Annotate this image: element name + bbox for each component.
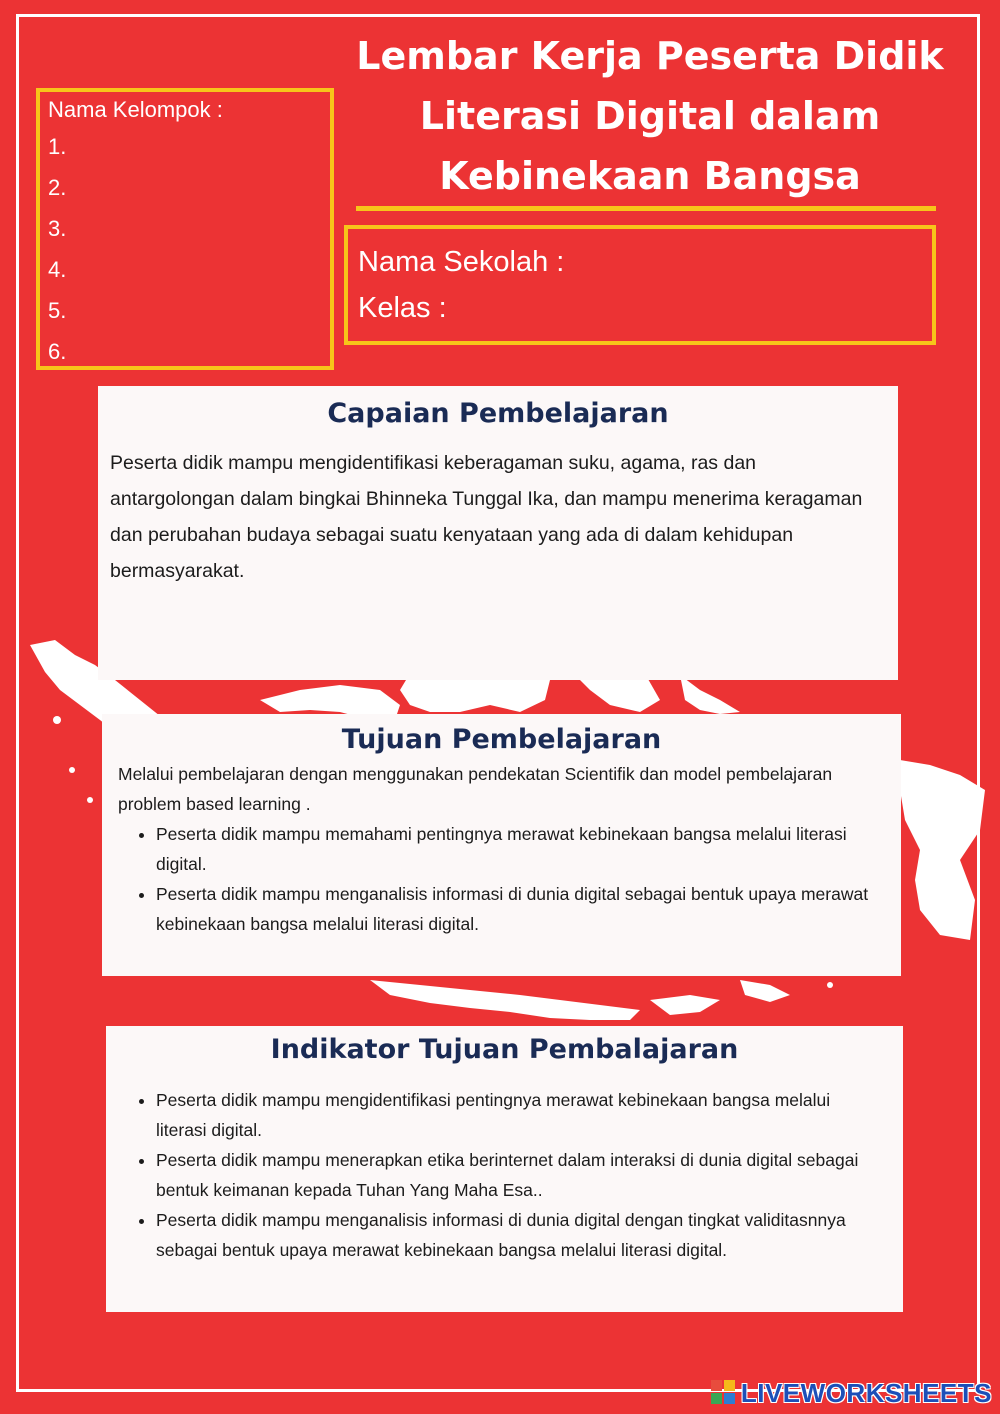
indikator-heading: Indikator Tujuan Pembalajaran bbox=[270, 1034, 739, 1065]
class-label: Kelas : bbox=[358, 292, 447, 324]
liveworksheets-brand[interactable] bbox=[711, 1376, 992, 1410]
member-number: 1. bbox=[48, 134, 67, 159]
tujuan-heading: Tujuan Pembelajaran bbox=[341, 724, 662, 755]
tujuan-card bbox=[102, 714, 901, 976]
list-item: • Peserta didik mampu mengidentifikasi pentingnya merawat kebinekaan bangsa melalui literasi digital. bbox=[156, 1085, 879, 1145]
member-number: 6. bbox=[48, 339, 67, 364]
list-item: • Peserta didik mampu menganalisis informasi di dunia digital dengan tingkat validitasnnya sebagai bentuk upaya merawat kebinekaan bangsa melalui literasi digital. bbox=[156, 1205, 879, 1265]
school-name-label: Nama Sekolah : bbox=[358, 246, 565, 278]
indikator-card bbox=[106, 1026, 903, 1312]
title-underline bbox=[356, 206, 936, 211]
member-number: 2. bbox=[48, 175, 67, 200]
liveworksheets-logo-icon bbox=[711, 1380, 737, 1406]
member-number: 3. bbox=[48, 216, 67, 241]
capaian-card bbox=[98, 386, 898, 680]
list-item: • Peserta didik mampu memahami pentingnya merawat kebinekaan bangsa melalui literasi digital. bbox=[156, 819, 877, 879]
list-item: • Peserta didik mampu menerapkan etika berinternet dalam interaksi di dunia digital sebagai bentuk keimanan kepada Tuhan Yang Maha Esa.. bbox=[156, 1145, 879, 1205]
school-info-box[interactable] bbox=[344, 225, 936, 345]
brand-text: LIVEWORKSHEETS bbox=[740, 1377, 992, 1408]
group-name-label: Nama Kelompok : bbox=[48, 97, 223, 122]
capaian-text: Peserta didik mampu mengidentifikasi keberagaman suku, agama, ras dan antargolongan dalam bingkai Bhinneka Tunggal Ika, dan mampu menerima keragaman dan perubahan budaya sebagai suatu kenyataan yang ada di dalam kehidupan bermasyarakat. bbox=[110, 452, 863, 582]
member-number: 5. bbox=[48, 298, 67, 323]
list-item: • Peserta didik mampu menganalisis informasi di dunia digital sebagai bentuk upaya merawat kebinekaan bangsa melalui literasi digital. bbox=[156, 879, 877, 939]
indikator-list bbox=[106, 1065, 903, 1265]
title-line: Literasi Digital dalam bbox=[419, 94, 881, 138]
title-line: Kebinekaan Bangsa bbox=[439, 154, 861, 198]
worksheet-title bbox=[345, 26, 955, 206]
member-number: 4. bbox=[48, 257, 67, 282]
group-members-box[interactable] bbox=[36, 88, 334, 370]
tujuan-intro: Melalui pembelajaran dengan menggunakan pendekatan Scientifik dan model pembelajaran problem based learning . bbox=[118, 764, 833, 814]
capaian-heading: Capaian Pembelajaran bbox=[327, 398, 669, 429]
tujuan-list bbox=[102, 819, 901, 939]
title-line: Lembar Kerja Peserta Didik bbox=[356, 34, 944, 78]
